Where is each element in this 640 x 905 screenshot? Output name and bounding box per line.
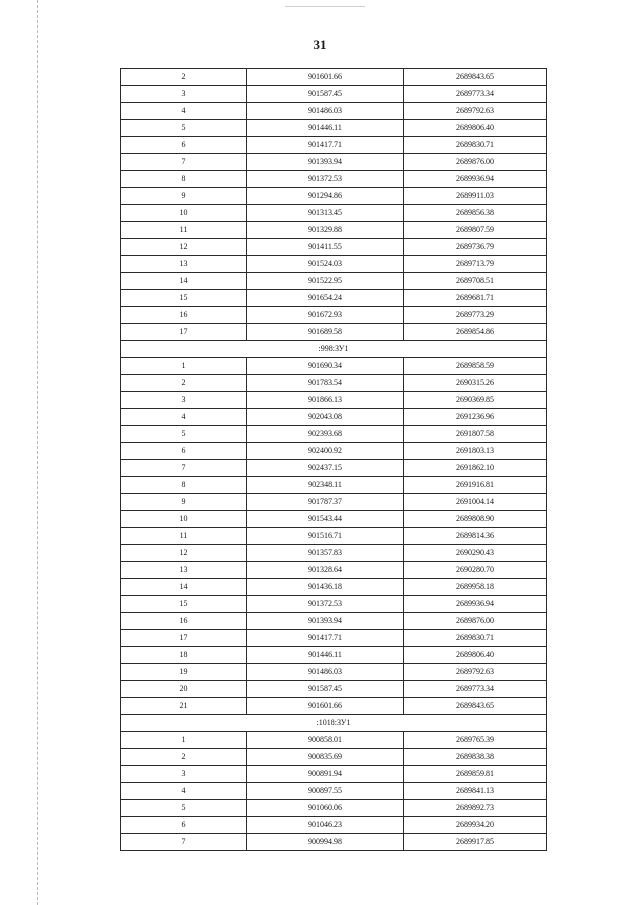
table-row bbox=[121, 800, 547, 817]
x-coordinate-cell: 900858.01 bbox=[247, 732, 404, 749]
y-coordinate-cell: 2689854.86 bbox=[404, 324, 547, 341]
table-row bbox=[121, 205, 547, 222]
point-number-cell: 13 bbox=[121, 256, 247, 273]
x-coordinate-cell: 902043.08 bbox=[247, 409, 404, 426]
table-row bbox=[121, 307, 547, 324]
table-row bbox=[121, 188, 547, 205]
x-coordinate-cell: 901372.53 bbox=[247, 171, 404, 188]
table-row bbox=[121, 562, 547, 579]
x-coordinate-cell: 901446.11 bbox=[247, 647, 404, 664]
table-row bbox=[121, 783, 547, 800]
table-row bbox=[121, 511, 547, 528]
point-number-cell: 11 bbox=[121, 528, 247, 545]
point-number-cell: 12 bbox=[121, 545, 247, 562]
y-coordinate-cell: 2689917.85 bbox=[404, 834, 547, 851]
table-row bbox=[121, 528, 547, 545]
y-coordinate-cell: 2689936.94 bbox=[404, 596, 547, 613]
table-row bbox=[121, 273, 547, 290]
y-coordinate-cell: 2691803.13 bbox=[404, 443, 547, 460]
point-number-cell: 2 bbox=[121, 749, 247, 766]
y-coordinate-cell: 2689892.73 bbox=[404, 800, 547, 817]
y-coordinate-cell: 2689936.94 bbox=[404, 171, 547, 188]
table-row bbox=[121, 256, 547, 273]
point-number-cell: 7 bbox=[121, 834, 247, 851]
x-coordinate-cell: 902437.15 bbox=[247, 460, 404, 477]
coordinates-table-body bbox=[121, 69, 547, 851]
table-row bbox=[121, 120, 547, 137]
table-row bbox=[121, 749, 547, 766]
y-coordinate-cell: 2689911.03 bbox=[404, 188, 547, 205]
y-coordinate-cell: 2689830.71 bbox=[404, 630, 547, 647]
point-number-cell: 4 bbox=[121, 103, 247, 120]
point-number-cell: 2 bbox=[121, 375, 247, 392]
x-coordinate-cell: 901436.18 bbox=[247, 579, 404, 596]
y-coordinate-cell: 2689830.71 bbox=[404, 137, 547, 154]
point-number-cell: 13 bbox=[121, 562, 247, 579]
y-coordinate-cell: 2691004.14 bbox=[404, 494, 547, 511]
y-coordinate-cell: 2689736.79 bbox=[404, 239, 547, 256]
point-number-cell: 1 bbox=[121, 358, 247, 375]
y-coordinate-cell: 2689876.00 bbox=[404, 613, 547, 630]
section-title: :998:ЗУ1 bbox=[121, 341, 547, 358]
y-coordinate-cell: 2689843.65 bbox=[404, 698, 547, 715]
x-coordinate-cell: 901329.88 bbox=[247, 222, 404, 239]
x-coordinate-cell: 900891.94 bbox=[247, 766, 404, 783]
table-row bbox=[121, 834, 547, 851]
y-coordinate-cell: 2689876.00 bbox=[404, 154, 547, 171]
y-coordinate-cell: 2691916.81 bbox=[404, 477, 547, 494]
point-number-cell: 10 bbox=[121, 205, 247, 222]
y-coordinate-cell: 2689807.59 bbox=[404, 222, 547, 239]
x-coordinate-cell: 901516.71 bbox=[247, 528, 404, 545]
x-coordinate-cell: 901328.64 bbox=[247, 562, 404, 579]
point-number-cell: 8 bbox=[121, 171, 247, 188]
point-number-cell: 7 bbox=[121, 154, 247, 171]
point-number-cell: 14 bbox=[121, 273, 247, 290]
scan-artifact bbox=[285, 6, 365, 7]
table-row bbox=[121, 698, 547, 715]
x-coordinate-cell: 901446.11 bbox=[247, 120, 404, 137]
x-coordinate-cell: 901787.37 bbox=[247, 494, 404, 511]
y-coordinate-cell: 2689773.34 bbox=[404, 681, 547, 698]
y-coordinate-cell: 2691862.10 bbox=[404, 460, 547, 477]
y-coordinate-cell: 2689806.40 bbox=[404, 647, 547, 664]
point-number-cell: 5 bbox=[121, 800, 247, 817]
point-number-cell: 6 bbox=[121, 817, 247, 834]
point-number-cell: 9 bbox=[121, 494, 247, 511]
y-coordinate-cell: 2690290.43 bbox=[404, 545, 547, 562]
y-coordinate-cell: 2689859.81 bbox=[404, 766, 547, 783]
point-number-cell: 4 bbox=[121, 783, 247, 800]
point-number-cell: 5 bbox=[121, 120, 247, 137]
point-number-cell: 7 bbox=[121, 460, 247, 477]
point-number-cell: 12 bbox=[121, 239, 247, 256]
table-row bbox=[121, 69, 547, 86]
x-coordinate-cell: 900835.69 bbox=[247, 749, 404, 766]
table-row bbox=[121, 290, 547, 307]
x-coordinate-cell: 901417.71 bbox=[247, 630, 404, 647]
y-coordinate-cell: 2689843.65 bbox=[404, 69, 547, 86]
x-coordinate-cell: 900994.98 bbox=[247, 834, 404, 851]
point-number-cell: 1 bbox=[121, 732, 247, 749]
section-header-row bbox=[121, 715, 547, 732]
x-coordinate-cell: 901601.66 bbox=[247, 698, 404, 715]
x-coordinate-cell: 900897.55 bbox=[247, 783, 404, 800]
x-coordinate-cell: 901486.03 bbox=[247, 664, 404, 681]
y-coordinate-cell: 2690315.26 bbox=[404, 375, 547, 392]
y-coordinate-cell: 2689765.39 bbox=[404, 732, 547, 749]
y-coordinate-cell: 2689808.90 bbox=[404, 511, 547, 528]
section-header-row bbox=[121, 341, 547, 358]
x-coordinate-cell: 901587.45 bbox=[247, 86, 404, 103]
x-coordinate-cell: 901866.13 bbox=[247, 392, 404, 409]
point-number-cell: 17 bbox=[121, 630, 247, 647]
point-number-cell: 20 bbox=[121, 681, 247, 698]
x-coordinate-cell: 901672.93 bbox=[247, 307, 404, 324]
x-coordinate-cell: 901524.03 bbox=[247, 256, 404, 273]
table-row bbox=[121, 664, 547, 681]
table-row bbox=[121, 375, 547, 392]
point-number-cell: 14 bbox=[121, 579, 247, 596]
table-row bbox=[121, 426, 547, 443]
table-row bbox=[121, 817, 547, 834]
table-row bbox=[121, 154, 547, 171]
point-number-cell: 11 bbox=[121, 222, 247, 239]
y-coordinate-cell: 2691807.58 bbox=[404, 426, 547, 443]
point-number-cell: 6 bbox=[121, 443, 247, 460]
x-coordinate-cell: 901783.54 bbox=[247, 375, 404, 392]
table-row bbox=[121, 460, 547, 477]
x-coordinate-cell: 901486.03 bbox=[247, 103, 404, 120]
point-number-cell: 9 bbox=[121, 188, 247, 205]
coordinates-table bbox=[120, 68, 547, 851]
x-coordinate-cell: 901393.94 bbox=[247, 154, 404, 171]
y-coordinate-cell: 2689856.38 bbox=[404, 205, 547, 222]
y-coordinate-cell: 2690280.70 bbox=[404, 562, 547, 579]
point-number-cell: 21 bbox=[121, 698, 247, 715]
point-number-cell: 17 bbox=[121, 324, 247, 341]
table-row bbox=[121, 545, 547, 562]
table-row bbox=[121, 732, 547, 749]
point-number-cell: 19 bbox=[121, 664, 247, 681]
table-row bbox=[121, 137, 547, 154]
table-row bbox=[121, 392, 547, 409]
x-coordinate-cell: 901357.83 bbox=[247, 545, 404, 562]
point-number-cell: 18 bbox=[121, 647, 247, 664]
point-number-cell: 6 bbox=[121, 137, 247, 154]
y-coordinate-cell: 2691236.96 bbox=[404, 409, 547, 426]
x-coordinate-cell: 901060.06 bbox=[247, 800, 404, 817]
table-row bbox=[121, 647, 547, 664]
y-coordinate-cell: 2689814.36 bbox=[404, 528, 547, 545]
y-coordinate-cell: 2689838.38 bbox=[404, 749, 547, 766]
y-coordinate-cell: 2689773.29 bbox=[404, 307, 547, 324]
table-row bbox=[121, 409, 547, 426]
table-row bbox=[121, 477, 547, 494]
x-coordinate-cell: 901522.95 bbox=[247, 273, 404, 290]
table-row bbox=[121, 222, 547, 239]
x-coordinate-cell: 901601.66 bbox=[247, 69, 404, 86]
table-row bbox=[121, 613, 547, 630]
x-coordinate-cell: 901587.45 bbox=[247, 681, 404, 698]
y-coordinate-cell: 2689934.20 bbox=[404, 817, 547, 834]
point-number-cell: 3 bbox=[121, 86, 247, 103]
table-row bbox=[121, 596, 547, 613]
x-coordinate-cell: 902348.11 bbox=[247, 477, 404, 494]
y-coordinate-cell: 2690369.85 bbox=[404, 392, 547, 409]
x-coordinate-cell: 901046.23 bbox=[247, 817, 404, 834]
table-row bbox=[121, 579, 547, 596]
x-coordinate-cell: 901313.45 bbox=[247, 205, 404, 222]
point-number-cell: 16 bbox=[121, 613, 247, 630]
table-row bbox=[121, 86, 547, 103]
point-number-cell: 15 bbox=[121, 596, 247, 613]
point-number-cell: 15 bbox=[121, 290, 247, 307]
section-title: :1018:ЗУ1 bbox=[121, 715, 547, 732]
table-row bbox=[121, 494, 547, 511]
table-row bbox=[121, 630, 547, 647]
binding-margin-line bbox=[37, 0, 38, 905]
table-row bbox=[121, 103, 547, 120]
x-coordinate-cell: 902400.92 bbox=[247, 443, 404, 460]
y-coordinate-cell: 2689708.51 bbox=[404, 273, 547, 290]
table-row bbox=[121, 324, 547, 341]
x-coordinate-cell: 901294.86 bbox=[247, 188, 404, 205]
x-coordinate-cell: 901417.71 bbox=[247, 137, 404, 154]
y-coordinate-cell: 2689958.18 bbox=[404, 579, 547, 596]
point-number-cell: 4 bbox=[121, 409, 247, 426]
x-coordinate-cell: 901411.55 bbox=[247, 239, 404, 256]
point-number-cell: 5 bbox=[121, 426, 247, 443]
x-coordinate-cell: 902393.68 bbox=[247, 426, 404, 443]
y-coordinate-cell: 2689773.34 bbox=[404, 86, 547, 103]
point-number-cell: 3 bbox=[121, 392, 247, 409]
table-row bbox=[121, 681, 547, 698]
y-coordinate-cell: 2689792.63 bbox=[404, 103, 547, 120]
x-coordinate-cell: 901689.58 bbox=[247, 324, 404, 341]
point-number-cell: 3 bbox=[121, 766, 247, 783]
point-number-cell: 8 bbox=[121, 477, 247, 494]
x-coordinate-cell: 901543.44 bbox=[247, 511, 404, 528]
x-coordinate-cell: 901393.94 bbox=[247, 613, 404, 630]
x-coordinate-cell: 901654.24 bbox=[247, 290, 404, 307]
page-number: 31 bbox=[313, 37, 327, 52]
point-number-cell: 10 bbox=[121, 511, 247, 528]
point-number-cell: 16 bbox=[121, 307, 247, 324]
table-row bbox=[121, 766, 547, 783]
table-row bbox=[121, 443, 547, 460]
table-row bbox=[121, 358, 547, 375]
y-coordinate-cell: 2689713.79 bbox=[404, 256, 547, 273]
table-row bbox=[121, 239, 547, 256]
x-coordinate-cell: 901690.34 bbox=[247, 358, 404, 375]
y-coordinate-cell: 2689858.59 bbox=[404, 358, 547, 375]
y-coordinate-cell: 2689841.13 bbox=[404, 783, 547, 800]
y-coordinate-cell: 2689681.71 bbox=[404, 290, 547, 307]
point-number-cell: 2 bbox=[121, 69, 247, 86]
y-coordinate-cell: 2689792.63 bbox=[404, 664, 547, 681]
y-coordinate-cell: 2689806.40 bbox=[404, 120, 547, 137]
table-row bbox=[121, 171, 547, 188]
x-coordinate-cell: 901372.53 bbox=[247, 596, 404, 613]
